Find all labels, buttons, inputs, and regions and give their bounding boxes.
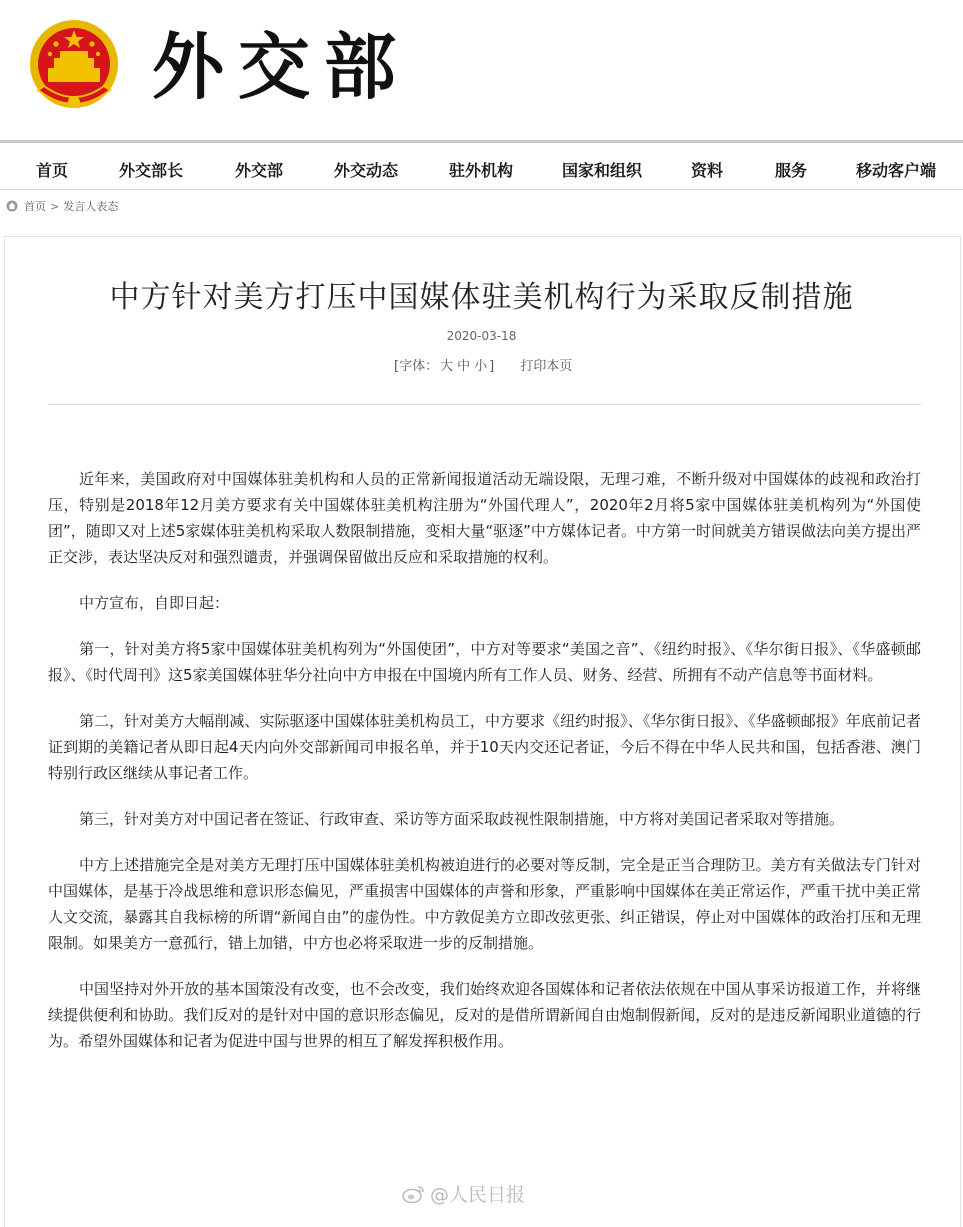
article-title: 中方针对美方打压中国媒体驻美机构行为采取反制措施 [109,280,854,315]
font-size-label-open: [字体： [394,359,439,374]
nav-item-services[interactable]: 服务 [775,161,808,180]
nav-item-home[interactable]: 首页 [36,161,69,180]
nav-item-minister[interactable]: 外交部长 [119,161,184,180]
nav-item-missions[interactable]: 驻外机构 [449,161,514,180]
nav-item-mobile[interactable]: 移动客户端 [856,161,937,180]
breadcrumb-home[interactable]: 首页 [24,200,46,213]
site-header [0,0,963,142]
article-paragraph: 中方上述措施完全是对美方无理打压中国媒体驻美机构被迫进行的必要对等反制，完全是正当合理防卫。美方有关做法专门针对中国媒体，是基于冷战思维和意识形态偏见，严重损害中国媒体的声誉和形象，严重影响中国媒体在美正常运作，严重干扰中美正常人文交流，暴露其自我标榜的所谓“新闻自由”的虚伪性。中方敦促美方立即改弦更张、纠正错误，停止对中国媒体的政治打压和无理限制。如果美方一意孤行，错上加错，中方也必将采取进一步的反制措施。 [48,856,921,952]
watermark [402,1180,525,1207]
breadcrumb-separator: > [50,199,60,213]
font-size-medium-button[interactable]: 中 [457,359,471,374]
home-icon [6,200,18,212]
article-body [48,466,921,1074]
article-paragraph: 中方宣布，自即日起： [79,594,230,612]
main-nav [0,145,963,189]
article-paragraph: 中国坚持对外开放的基本国策没有改变，也不会改变，我们始终欢迎各国媒体和记者依法依规在中国从事采访报道工作，并将继续提供便利和协助。我们反对的是针对中国的意识形态偏见，反对的是借所谓新闻自由炮制假新闻，反对的是违反新闻职业道德的行为。希望外国媒体和记者为促进中国与世界的相互了解发挥积极作用。 [48,980,921,1050]
article-paragraph: 第三，针对美方对中国记者在签证、行政审查、采访等方面采取歧视性限制措施，中方将对美国记者采取对等措施。 [79,810,845,828]
site-logo-calligraphy[interactable] [150,12,410,117]
weibo-icon [402,1184,426,1204]
article-paragraph: 第一，针对美方将5家中国媒体驻美机构列为“外国使团”，中方对等要求“美国之音”、《纽约时报》、《华尔街日报》、《华盛顿邮报》、《时代周刊》这5家美国媒体驻华分社向中方申报在中国境内所有工作人员、财务、经营、所拥有不动产信息等书面材料。 [48,640,921,684]
article-paragraph: 第二，针对美方大幅削减、实际驱逐中国媒体驻美机构员工，中方要求《纽约时报》、《华尔街日报》、《华盛顿邮报》年底前记者证到期的美籍记者从即日起4天内向外交部新闻司申报名单，并于10天内交还记者证，今后不得在中华人民共和国，包括香港、澳门特别行政区继续从事记者工作。 [48,712,921,782]
font-size-large-button[interactable]: 大 [440,359,454,374]
nav-item-countries[interactable]: 国家和组织 [562,161,643,180]
nav-divider [0,189,963,190]
font-size-label-close: ] [489,359,495,374]
article-paragraph: 近年来，美国政府对中国媒体驻美机构和人员的正常新闻报道活动无端设限，无理刁难，不断升级对中国媒体的歧视和政治打压，特别是2018年12月美方要求有关中国媒体驻美机构注册为“外国代理人”，2020年2月将5家中国媒体驻美机构列为“外国使团”，随即又对上述5家媒体驻美机构采取人数限制措施，变相大量“驱逐”中方媒体记者。中方第一时间就美方错误做法向美方提出严正交涉，表达坚决反对和强烈谴责，并强调保留做出反应和采取措施的权利。 [48,470,921,566]
font-size-small-button[interactable]: 小 [474,359,488,374]
article-divider [48,404,921,405]
watermark-text: @人民日报 [430,1184,526,1206]
article-tools [394,355,572,374]
nav-item-resources[interactable]: 资料 [691,161,724,180]
nav-item-diplomatic-news[interactable]: 外交动态 [334,161,399,180]
header-divider [0,140,963,143]
breadcrumb [6,198,118,214]
site-logo-text: 外交部 [152,24,410,109]
national-emblem-icon[interactable] [28,18,120,114]
breadcrumb-current[interactable]: 发言人表态 [63,200,119,213]
print-page-button[interactable]: 打印本页 [520,359,573,374]
nav-item-ministry[interactable]: 外交部 [235,161,284,180]
article-date: 2020-03-18 [446,329,517,343]
